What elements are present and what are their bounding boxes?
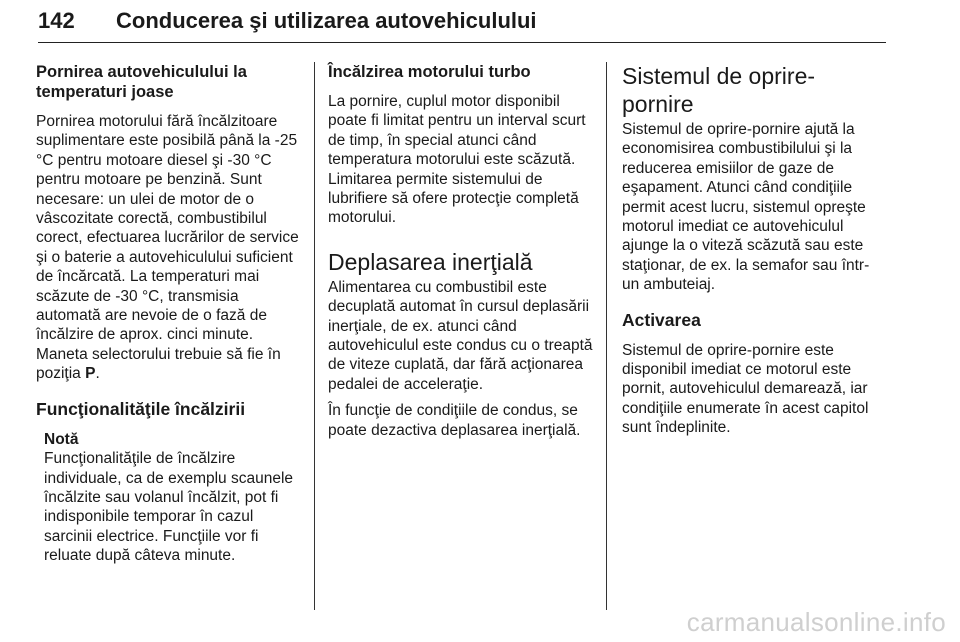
note-box bbox=[44, 430, 302, 566]
section-heading-heating: Funcţionalităţile încălzirii bbox=[36, 398, 246, 419]
paragraph-coasting-2: În funcţie de condiţiile de condus, se poate dezactiva deplasarea inerţială. bbox=[328, 402, 581, 439]
note-title: Notă bbox=[44, 430, 79, 448]
paragraph-text: Pornirea motorului fără încălzitoare suplimentare este posibilă până la -25 °C pentru motoare diesel şi -30 °C pentru motoare pe benzină. Sunt necesare: un ulei de motor de o vâscozitate corectă, combustibilul corect, efectuarea lucrărilor de service şi o baterie a autovehiculului suficient de încărcată. La temperaturi mai scăzute de -30 °C, transmisia automată are nevoie de o fază de încălzire de aprox. cinci minute. Maneta selectorului trebuie să fie în poziţia bbox=[36, 113, 299, 383]
column-middle bbox=[328, 62, 594, 447]
note-text: Funcţionalităţile de încălzire individuale, ca de exemplu scaunele încălzite sau volanul încălzit, pot fi indisponibile temporar în cazul sarcinii electrice. Funcţiile vor fi reluate după câteva minute. bbox=[44, 450, 294, 565]
paragraph-cold-start bbox=[36, 112, 302, 384]
section-heading-coasting: Deplasarea inerţială bbox=[328, 248, 533, 275]
chapter-title: Conducerea şi utilizarea autovehiculului bbox=[116, 8, 537, 33]
column-left bbox=[36, 62, 302, 566]
gear-position-p: P bbox=[85, 365, 96, 383]
section-heading-activation: Activarea bbox=[622, 309, 701, 330]
paragraph-coasting: Alimentarea cu combustibil este decuplată automat în cursul deplasării inerţiale, de ex. atunci când autovehiculul este condus cu o treaptă de viteze cuplată, dar fără acţionarea pedalei de acceleraţie. bbox=[328, 278, 593, 393]
column-divider bbox=[314, 62, 315, 610]
paragraph-stop-start: Sistemul de oprire-pornire ajută la economisirea combustibilului şi la reducerea emisiilor de gaze de eşapament. Atunci când condiţiile permit acest lucru, sistemul opreşte motorul imediat ce autovehiculul ajunge la o viteză scăzută sau este staţionar, de ex. la semafor sau într-un ambuteiaj. bbox=[622, 121, 870, 294]
page-header bbox=[38, 6, 886, 43]
section-heading-turbo: Încălzirea motorului turbo bbox=[328, 63, 531, 81]
page-number: 142 bbox=[38, 8, 75, 33]
column-divider bbox=[606, 62, 607, 610]
paragraph-activation: Sistemul de oprire-pornire este disponibil imediat ce motorul este pornit, autovehiculul demarează, iar condiţiile enumerate în acest capitol sunt îndeplinite. bbox=[622, 341, 869, 437]
paragraph-end: . bbox=[95, 365, 100, 383]
column-right bbox=[622, 62, 884, 445]
paragraph-turbo: La pornire, cuplul motor disponibil poate fi limitat pentru un interval scurt de timp, în special atunci când temperatura motorului este scăzută. Limitarea permite sistemului de lubrifiere să ofere protecţie completă motorului. bbox=[328, 93, 586, 227]
section-heading-stop-start: Sistemul de oprire-pornire bbox=[622, 63, 816, 117]
section-heading-cold-start: Pornirea autovehiculului la temperaturi joase bbox=[36, 63, 247, 101]
watermark-link[interactable]: carmanualsonline.info bbox=[686, 607, 946, 637]
